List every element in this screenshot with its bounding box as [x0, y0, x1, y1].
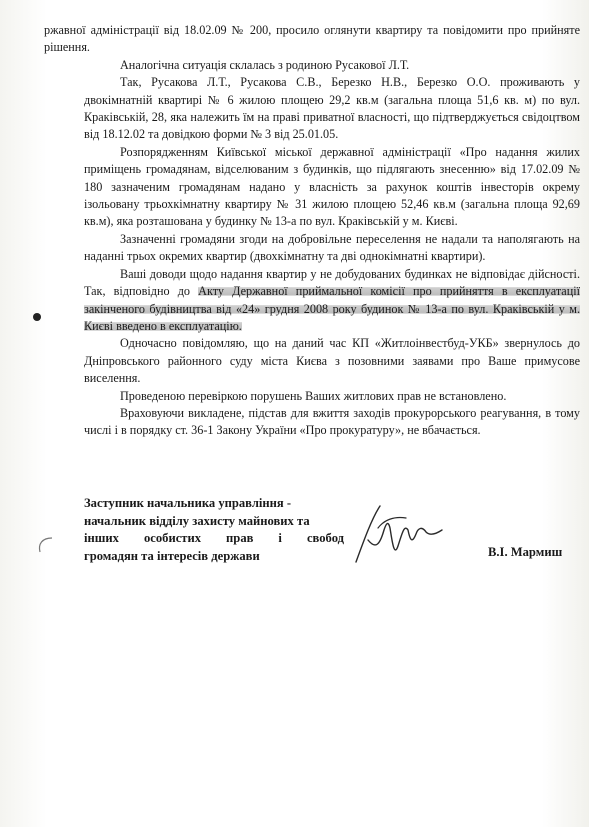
- paragraph-9: Враховуючи викладене, підстав для вжиття заходів прокурорського реагування, в тому числі і в порядку ст. 36-1 Закону України «Про прокуратуру», не вбачається.: [84, 405, 580, 438]
- paragraph-6-lead: Ваші доводи щодо надання квартир у не добудованих будинках не відповідає дійсності. Так, відповідно до: [84, 266, 580, 299]
- signatory-title-line: громадян та інтересів держави: [84, 548, 260, 563]
- paragraph-4: Розпорядженням Київської міської державної адміністрації «Про надання жилих приміщень громадянам, відселюваним з будинків, що підлягають знесенню» від 17.02.09 № 180 зазначеним громадянам надано у власність за рахунок коштів інвесторів окрему ізольовану трьохкімнатну квартиру № 31 жилою площею 52,46 кв.м (загальна площа 92,69 кв.м), яка розташована у будинку № 13-а по вул. Краківській у м. Києві.: [84, 144, 580, 229]
- handwritten-signature: [350, 500, 450, 570]
- punch-hole-outline-icon: [34, 534, 58, 558]
- signatory-title-line: інших особистих прав і свобод: [84, 531, 344, 546]
- signatory-title-line: начальник відділу захисту майнових та: [84, 513, 310, 528]
- letter-body: [44, 22, 580, 440]
- punch-hole-mark-icon: [30, 310, 44, 324]
- paragraph-3: Так, Русакова Л.Т., Русакова С.В., Березко Н.В., Березко О.О. проживають у двокімнатній квартирі № 6 жилою площею 29,2 кв.м (загальна площа 51,6 кв. м) по вул. Краківській, 28, яка належить їм на праві приватної власності, що підтверджується свідоцтвом від 18.12.02 та довідкою форми № 3 від 25.01.05.: [84, 75, 580, 142]
- highlighted-act-reference: Акту Державної приймальної комісії про прийняття в експлуатації закінченого будівництва від «24» грудня 2008 року будинок № 13-а по вул. Краківській у м. Києві введено в експлуатацію.: [84, 284, 580, 333]
- signatory-title: [84, 495, 344, 565]
- paragraph-5: Зазначенні громадяни згоди на добровільне переселення не надали та наполягають на наданні трьох окремих квартир (двохкімнатну та дві однокімнатні квартири).: [84, 231, 580, 264]
- paragraph-7: Одночасно повідомляю, що на даний час КП «Житлоінвестбуд-УКБ» звернулось до Дніпровського районного суду міста Києва з позовними заявами про Ваше примусове виселення.: [84, 336, 580, 386]
- paragraph-2: Аналогічна ситуація склалась з родиною Русакової Л.Т.: [120, 57, 410, 72]
- paragraph-6: [84, 266, 580, 336]
- signatory-title-line: Заступник начальника управління -: [84, 496, 292, 510]
- signatory-name: В.І. Мармиш: [488, 545, 563, 559]
- paragraph-8: Проведеною перевіркою порушень Ваших житлових прав не встановлено.: [120, 388, 507, 403]
- paragraph-1: ржавної адміністрації від 18.02.09 № 200, просило оглянути квартиру та повідомити про прийняте рішення.: [44, 23, 580, 55]
